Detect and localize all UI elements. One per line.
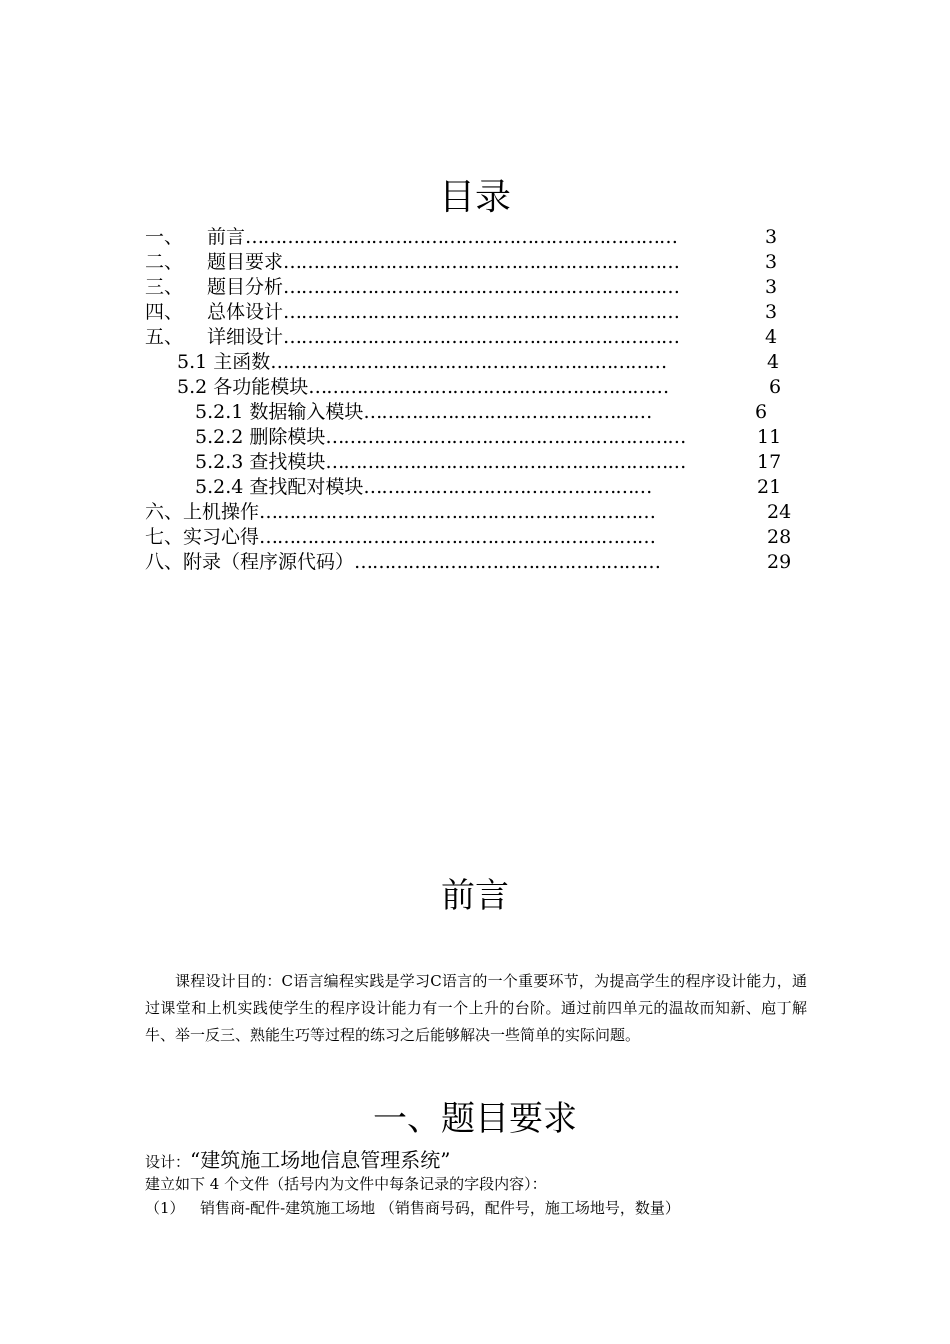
toc-entry-leader: …………………………………………………………: [259, 526, 656, 548]
toc-entry-text: 5.2 各功能模块: [177, 376, 309, 398]
toc-entry-leader: ……………………………………………: [354, 551, 661, 573]
toc-entry-page: 3: [765, 301, 778, 323]
toc-entry-leader: …………………………………………: [363, 476, 652, 498]
toc-entry-text: 六、上机操作: [145, 501, 260, 523]
toc-entry[interactable]: [177, 350, 787, 375]
toc-entry[interactable]: [145, 500, 800, 525]
toc-entry[interactable]: [177, 375, 787, 400]
toc-entry[interactable]: [145, 225, 785, 250]
file-item-text: 销售商-配件-建筑施工场地 （销售商号码，配件号，施工场地号，数量）: [200, 1199, 680, 1217]
preface-title: 前言: [441, 876, 509, 916]
toc-entry[interactable]: [145, 250, 785, 275]
toc-entry-page: 3: [765, 251, 778, 273]
toc-entry-leader: …………………………………………: [363, 401, 652, 423]
toc-entry-leader: …………………………………………………………: [283, 326, 680, 348]
toc-entry[interactable]: [195, 450, 785, 475]
toc-entry-number: 五、: [145, 326, 184, 348]
toc-entry-leader: …………………………………………………………: [283, 301, 680, 323]
toc-entry-number: 三、: [145, 276, 184, 298]
toc-entry-page: 28: [767, 526, 792, 548]
toc-entry-text: 5.2.1 数据输入模块: [195, 401, 364, 423]
toc-entry-page: 6: [755, 401, 768, 423]
toc-entry[interactable]: [195, 400, 775, 425]
toc-entry[interactable]: [145, 325, 785, 350]
toc-entry-text: 八、附录（程序源代码）: [145, 551, 355, 573]
toc-entry[interactable]: [145, 300, 785, 325]
toc-entry-text: 5.2.3 查找模块: [195, 451, 326, 473]
toc-entry[interactable]: [195, 425, 785, 450]
design-line: [145, 1148, 450, 1174]
toc-entry-page: 4: [765, 326, 778, 348]
toc-entry-text: 题目要求: [207, 251, 284, 273]
toc-entry-text: 题目分析: [207, 276, 284, 298]
toc-entry-leader: ……………………………………………………: [308, 376, 669, 398]
toc-entry-number: 四、: [145, 301, 184, 323]
toc-entry-text: 5.1 主函数: [177, 351, 271, 373]
toc-entry-page: 6: [769, 376, 782, 398]
toc-entry-leader: ………………………………………………………………: [245, 226, 678, 248]
file-item-1: [145, 1196, 680, 1220]
toc-entry-page: 3: [765, 276, 778, 298]
toc-entry-text: 前言: [207, 226, 246, 248]
toc-entry-text: 总体设计: [207, 301, 284, 323]
toc-entry-leader: …………………………………………………………: [283, 251, 680, 273]
toc-entry-text: 详细设计: [207, 326, 284, 348]
toc-entry-text: 5.2.2 删除模块: [195, 426, 326, 448]
toc-entry-page: 17: [757, 451, 782, 473]
files-intro-line: 建立如下 4 个文件（括号内为文件中每条记录的字段内容）：: [145, 1175, 547, 1193]
toc-entry-number: 一、: [145, 226, 184, 248]
toc-title: 目录: [438, 177, 511, 218]
file-item-number: （1）: [145, 1199, 185, 1217]
design-title: “建筑施工场地信息管理系统”: [190, 1148, 451, 1172]
toc-entry[interactable]: [145, 275, 785, 300]
toc-entry-page: 21: [757, 476, 782, 498]
toc-entry[interactable]: [145, 550, 800, 575]
toc-entry-page: 24: [767, 501, 792, 523]
toc-entry[interactable]: [195, 475, 785, 500]
toc-entry-number: 二、: [145, 251, 184, 273]
preface-paragraph: 课程设计目的：C语言编程实践是学习C语言的一个重要环节，为提高学生的程序设计能力，通过课堂和上机实践使学生的程序设计能力有一个上升的台阶。通过前四单元的温故而知新、庖丁解牛、举一反三、熟能生巧等过程的练习之后能够解决一些简单的实际问题。: [145, 972, 807, 1044]
toc-entry-text: 5.2.4 查找配对模块: [195, 476, 364, 498]
toc-entry-page: 3: [765, 226, 778, 248]
toc-entry-page: 11: [757, 426, 782, 448]
toc-entry-leader: …………………………………………………………: [283, 276, 680, 298]
toc-entry-leader: …………………………………………………………: [259, 501, 656, 523]
toc-entry-text: 七、实习心得: [145, 526, 260, 548]
toc-entry-leader: ……………………………………………………: [325, 426, 686, 448]
toc-entry-page: 29: [767, 551, 792, 573]
toc-entry-leader: ……………………………………………………: [325, 451, 686, 473]
design-label: 设计：: [145, 1153, 191, 1171]
toc-entry-leader: …………………………………………………………: [270, 351, 667, 373]
toc-entry-page: 4: [767, 351, 780, 373]
section-1-title: 一、题目要求: [373, 1099, 577, 1139]
toc-entry[interactable]: [145, 525, 800, 550]
